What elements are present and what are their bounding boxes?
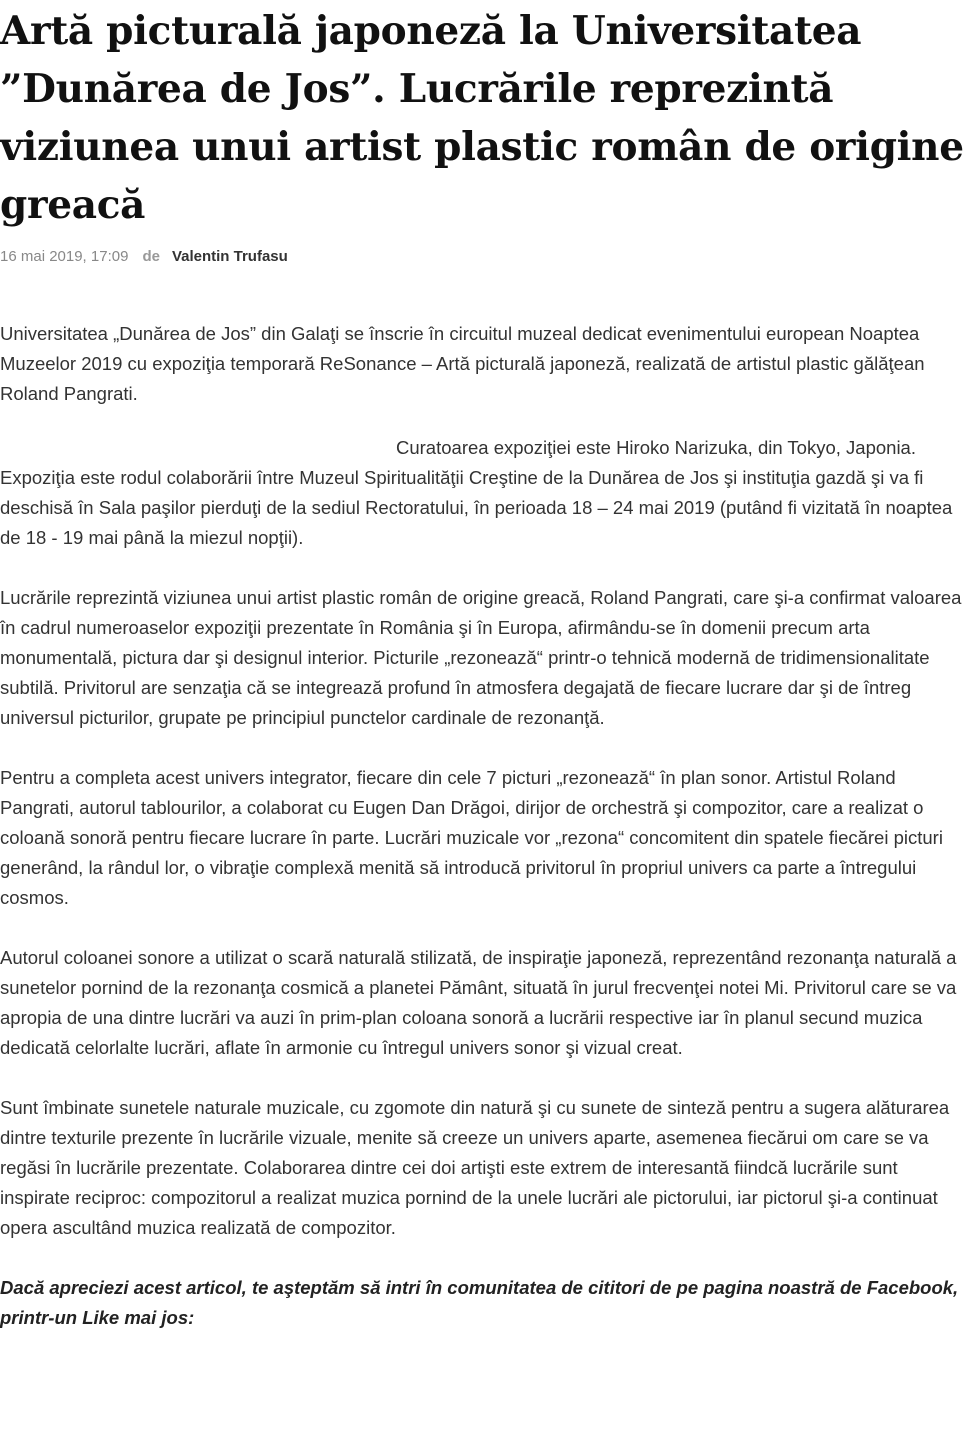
- article-meta: [0, 246, 288, 268]
- paragraph-scale: Autorul coloanei sonore a utilizat o scară naturală stilizată, de inspiraţie japoneză, reprezentând rezonanţa naturală a sunetelor pornind de la rezonanţa cosmică a planetei Pământ, situată în jurul frecvenţei notei Mi. Privitorul care se va apropia de una dintre lucrări va auzi în prim-plan coloana sonoră a lucrării respective iar în planul secund muzica dedicată celorlalte lucrări, aflate în armonie cu întregul univers sonor şi vizual creat.: [0, 947, 957, 1058]
- paragraph-curator-text: Curatoarea expoziţiei este Hiroko Narizuka, din Tokyo, Japonia. Expoziţia este rodul colaborării între Muzeul Spiritualităţii Creştine de la Dunărea de Jos şi instituţia gazdă şi va fi deschisă în Sala paşilor pierduţi de la sediul Rectoratului, în perioada 18 – 24 mai 2019 (putând fi vizitată în noaptea de 18 - 19 mai până la miezul nopţii).: [0, 437, 953, 548]
- paragraph-intro: Universitatea „Dunărea de Jos” din Galaţi se înscrie în circuitul muzeal dedicat evenimentului european Noaptea Muzeelor 2019 cu expoziţia temporară ReSonance – Artă picturală japoneză, realizată de artistul plastic gălăţean Roland Pangrati.: [0, 323, 925, 404]
- paragraph-sound: Pentru a completa acest univers integrator, fiecare din cele 7 picturi „rezonează“ în plan sonor. Artistul Roland Pangrati, autorul tablourilor, a colaborat cu Eugen Dan Drăgoi, dirijor de orchestră şi compozitor, care a realizat o coloană sonoră pentru fiecare lucrare în parte. Lucrări muzicale vor „rezona“ concomitent din spatele fiecărei picturi generând, la rândul lor, o vibraţie complexă menită să introducă privitorul în propriul univers ca parte a întregului cosmos.: [0, 767, 943, 908]
- paragraph-works: Lucrările reprezintă viziunea unui artist plastic român de origine greacă, Roland Pangrati, care şi-a confirmat valoarea în cadrul numeroaselor expoziţii prezentate în România şi în Europa, afirmându-se în domenii precum arta monumentală, pictura dar şi designul interior. Picturile „rezonează“ printr-o tehnică modernă de tridimensionalitate subtilă. Privitorul are senzaţia că se integrează profund în atmosfera degajată de fiecare lucrare dar şi de întreg universul picturilor, grupate pe principiul punctelor cardinale de rezonanţă.: [0, 587, 962, 728]
- publish-date: 16 mai 2019, 17:09: [0, 248, 129, 265]
- author-link[interactable]: Valentin Trufasu: [171, 248, 288, 265]
- article-body: [0, 319, 965, 1363]
- by-label: de: [142, 248, 160, 265]
- article-title: Artă picturală japoneză la Universitatea ”Dunărea de Jos”. Lucrările reprezintă viziunea unui artist plastic român de origine greacă: [0, 8, 964, 228]
- paragraph-collaboration: Sunt îmbinate sunetele naturale muzicale, cu zgomote din natură şi cu sunete de sinteză pentru a sugera alăturarea dintre texturile prezente în lucrările vizuale, menite să creeze un univers aparte, asemenea fiecărui om care se va regăsi în lucrările prezentate. Colaborarea dintre cei doi artişti este extrem de interesantă fiindcă lucrările sunt inspirate reciproc: compozitorul a realizat muzica pornind de la unele lucrări ale pictorului, iar pictorul şi-a continuat opera ascultând muzica realizată de compozitor.: [0, 1097, 950, 1238]
- facebook-cta: Dacă apreciezi acest articol, te aşteptăm să intri în comunitatea de cititori de pe pagina noastră de Facebook, printr-un Like mai jos:: [0, 1277, 959, 1328]
- paragraph-curator: [0, 433, 965, 553]
